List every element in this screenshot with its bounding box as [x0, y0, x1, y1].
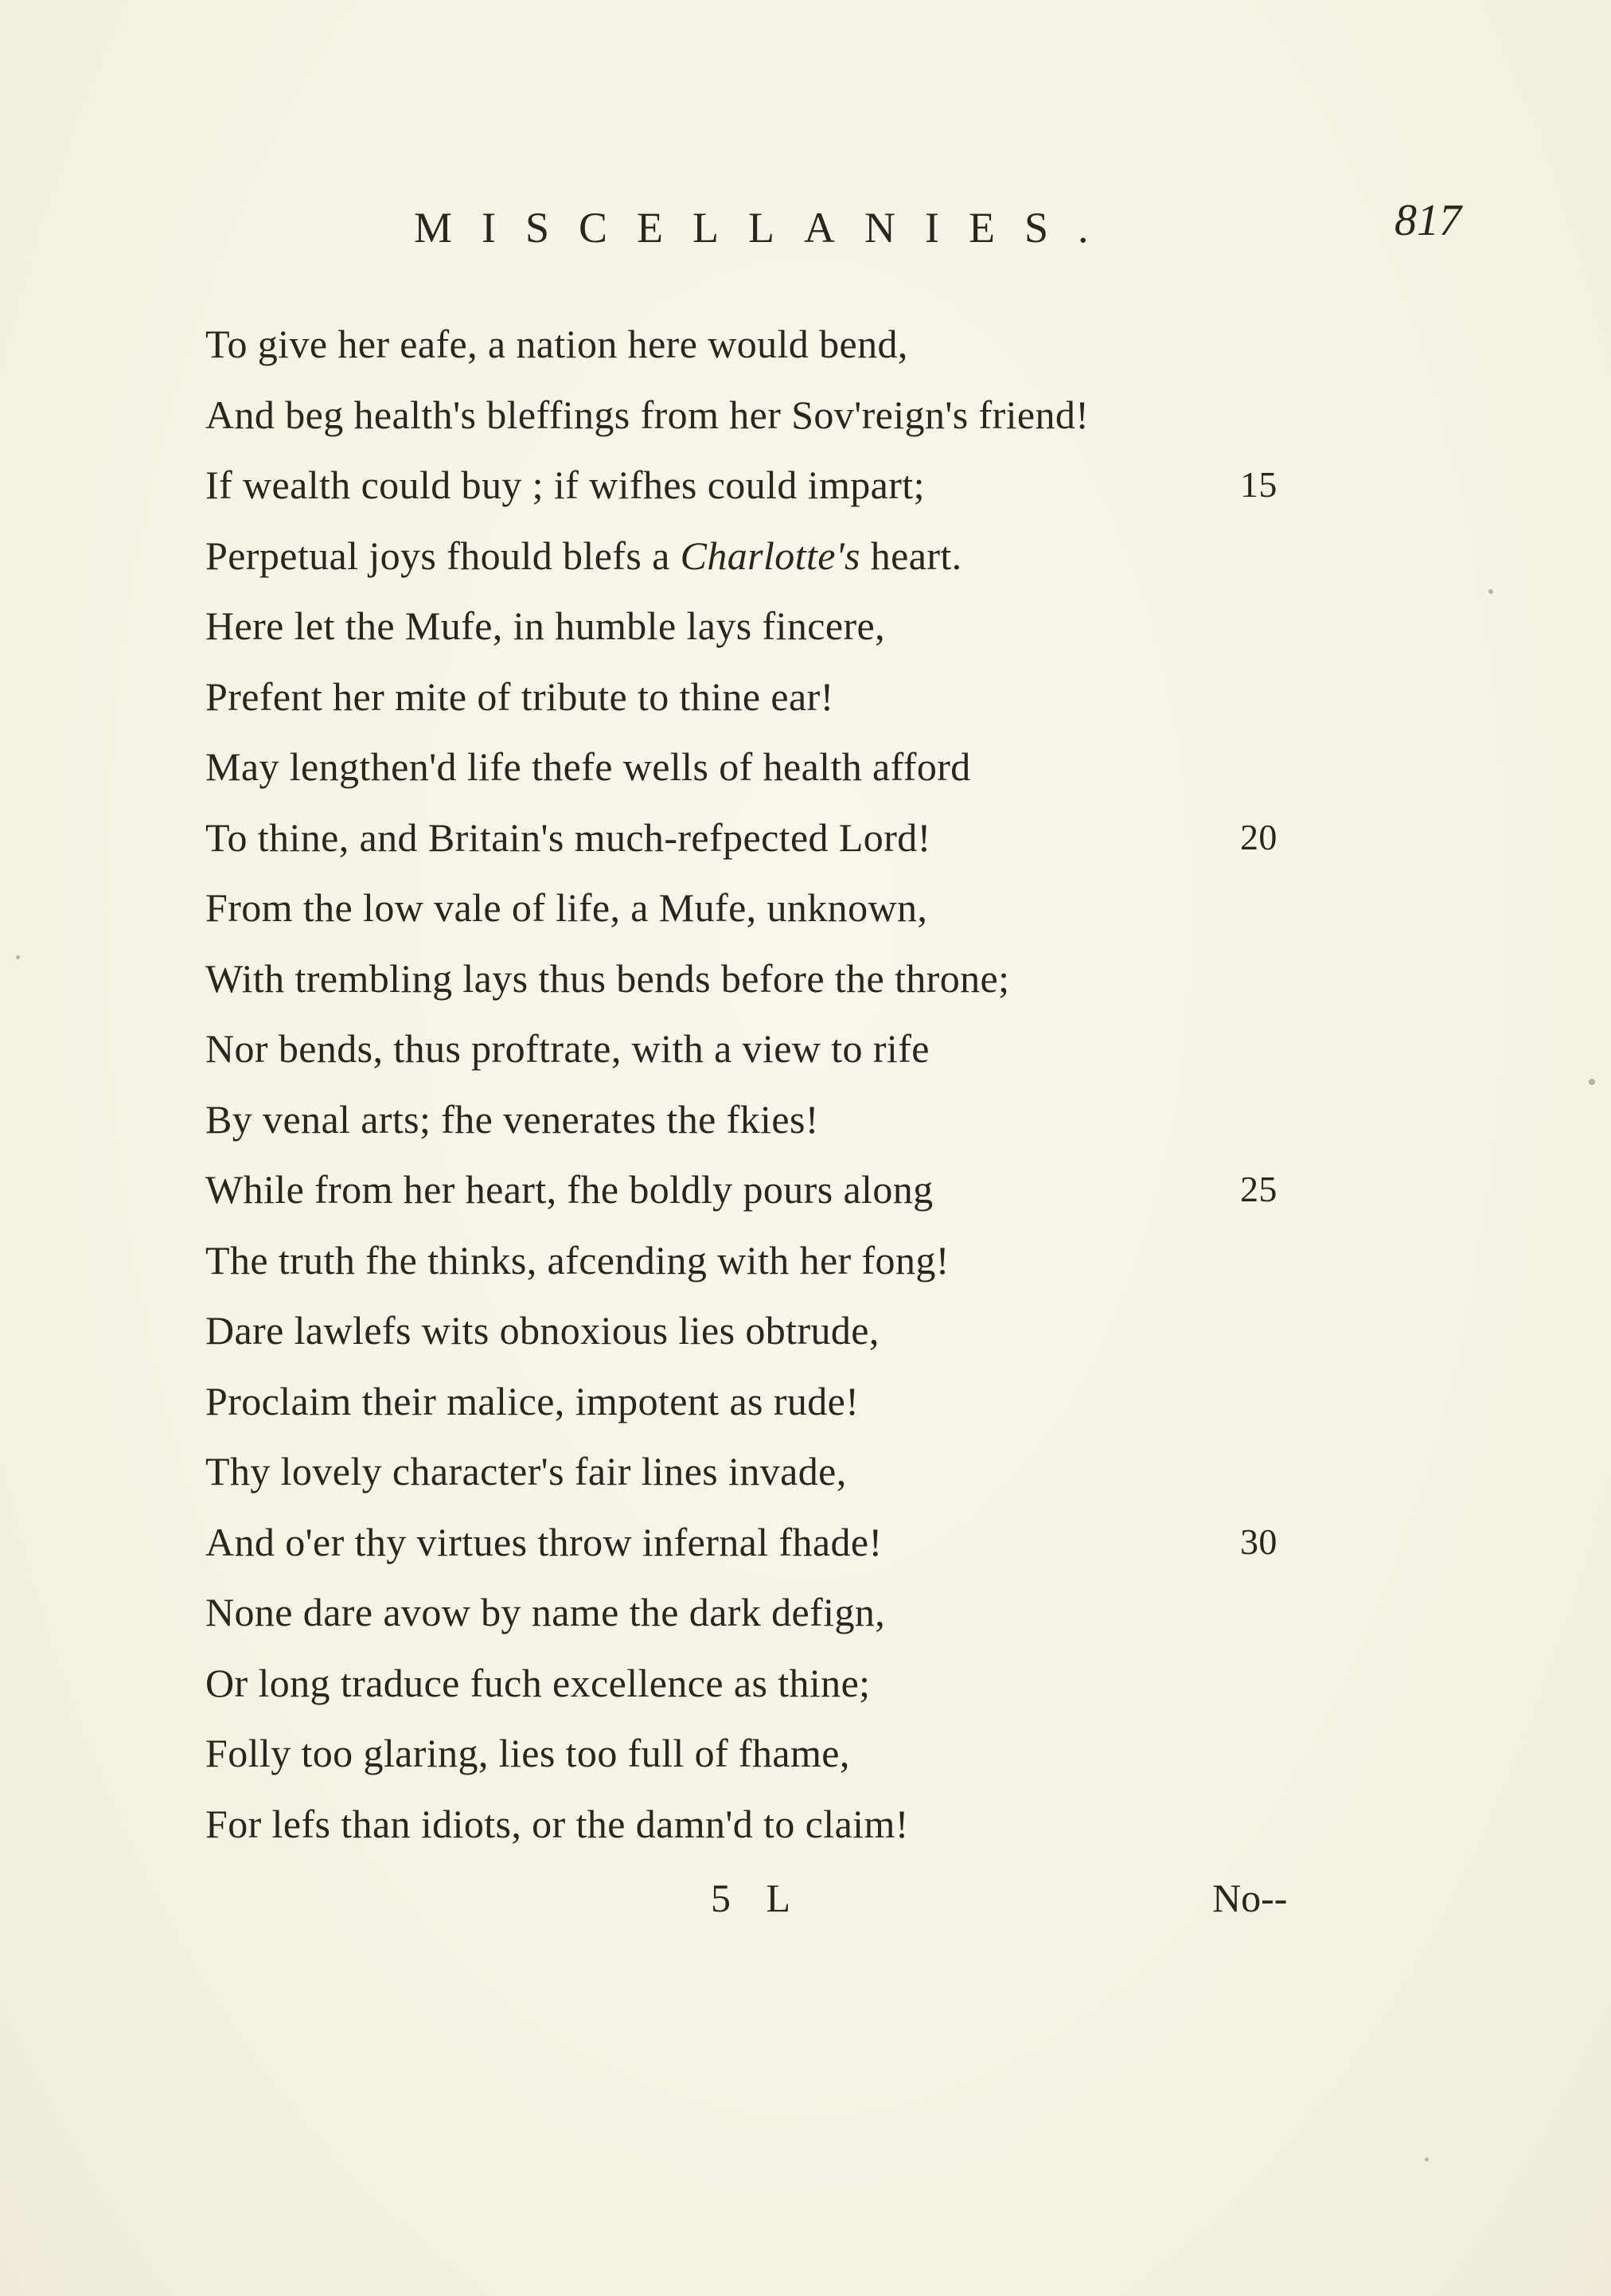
verse-line: For lefs than idiots, or the damn'd to claim! [205, 1801, 909, 1846]
line-number: 20 [1240, 816, 1277, 857]
paper-speck [1589, 1079, 1595, 1085]
paper-speck [16, 955, 20, 959]
verse-line: To thine, and Britain's much-refpected Lord! 20 [205, 802, 1359, 873]
verse-line: And beg health's bleffings from her Sov'reign's friend! [205, 392, 1090, 437]
line-number: 25 [1240, 1169, 1277, 1209]
poem-verse [205, 309, 1359, 1859]
line-number: 15 [1240, 464, 1277, 505]
verse-line: May lengthen'd life thefe wells of health afford [205, 744, 971, 789]
line-number: 30 [1240, 1521, 1277, 1562]
verse-line: Proclaim their malice, impotent as rude! [205, 1378, 860, 1423]
page-number: 817 [1395, 196, 1461, 245]
paper-speck [1488, 589, 1493, 594]
verse-line: Perpetual joys fhould blefs a Charlotte's heart. [205, 533, 962, 578]
verse-line: With trembling lays thus bends before the throne; [205, 955, 1010, 1001]
verse-line: None dare avow by name the dark defign, [205, 1590, 886, 1634]
verse-line: From the low vale of life, a Mufe, unknown, [205, 885, 928, 930]
verse-line: Dare lawlefs wits obnoxious lies obtrude, [205, 1308, 880, 1353]
verse-line: The truth fhe thinks, afcending with her fong! [205, 1237, 950, 1283]
italic-name: Charlotte's [680, 533, 860, 578]
verse-line: Here let the Mufe, in humble lays fincere, [205, 603, 885, 648]
verse-line: To give her eafe, a nation here would bend, [205, 322, 908, 366]
paper-speck [1425, 2157, 1429, 2161]
verse-line: Or long traduce fuch excellence as thine; [205, 1660, 871, 1705]
signature-mark: 5 L [711, 1876, 804, 1920]
verse-line: Thy lovely character's fair lines invade, [205, 1449, 847, 1494]
verse-line: By venal arts; fhe venerates the fkies! [205, 1096, 819, 1142]
verse-line: Prefent her mite of tribute to thine ear! [205, 674, 834, 719]
verse-line: Nor bends, thus proftrate, with a view to rife [205, 1026, 930, 1071]
verse-line: And o'er thy virtues throw infernal fhade! 30 [205, 1507, 1359, 1578]
verse-line: Folly too glaring, lies too full of fhame, [205, 1731, 850, 1775]
verse-line: While from her heart, fhe boldly pours along 25 [205, 1154, 1359, 1225]
catchword: No-- [1212, 1876, 1288, 1920]
running-head: MISCELLANIES. [414, 204, 1118, 252]
verse-line: If wealth could buy ; if wifhes could impart; 15 [205, 450, 1359, 521]
